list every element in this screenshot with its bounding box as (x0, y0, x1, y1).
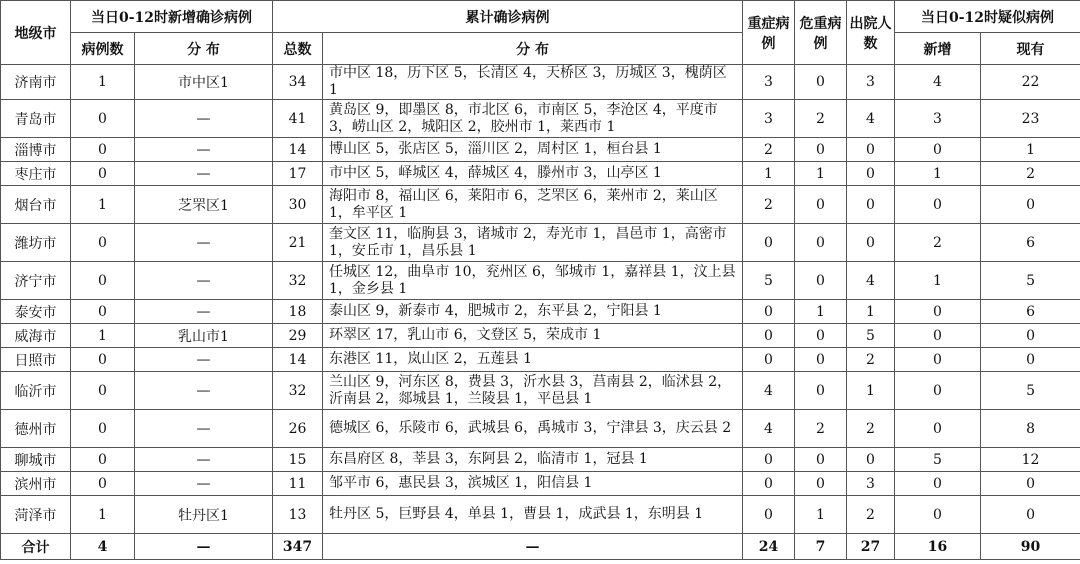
cell-severe: 4 (743, 410, 795, 448)
cell-severe: 0 (743, 324, 795, 348)
header-discharged: 出院人数 (847, 1, 895, 65)
table-row (1, 300, 1080, 324)
cell-critical: 2 (795, 410, 847, 448)
cell-city: 济宁市 (1, 262, 71, 300)
cell-dist: 德城区 6，乐陵市 6，武城县 6，禹城市 3，宁津县 3，庆云县 2 (323, 410, 743, 448)
cell-severe: 0 (743, 496, 795, 534)
table-row (1, 162, 1080, 186)
cell-susp-current: 8 (981, 410, 1080, 448)
cell-new-dist: 牡丹区1 (135, 496, 273, 534)
cell-new-count: 0 (71, 300, 135, 324)
cell-critical: 0 (795, 472, 847, 496)
cell-city: 淄博市 (1, 138, 71, 162)
cell-critical: 1 (795, 496, 847, 534)
cell-new-dist: — (135, 410, 273, 448)
cell-susp-current: 5 (981, 262, 1080, 300)
cell-susp-new: 0 (895, 138, 981, 162)
table-row (1, 138, 1080, 162)
header-severe: 重症病例 (743, 1, 795, 65)
cell-new-count: 1 (71, 65, 135, 100)
cell-critical: 0 (795, 324, 847, 348)
cell-city: 泰安市 (1, 300, 71, 324)
cell-discharged: 0 (847, 448, 895, 472)
cell-total: 11 (273, 472, 323, 496)
cell-new-count: 0 (71, 100, 135, 138)
cell-new-dist: — (135, 224, 273, 262)
cell-city: 潍坊市 (1, 224, 71, 262)
cell-new-dist: — (135, 348, 273, 372)
cell-new-count: 1 (71, 186, 135, 224)
cell-discharged: 4 (847, 100, 895, 138)
cell-discharged: 0 (847, 224, 895, 262)
cell-dist: 黄岛区 9，即墨区 8，市北区 6，市南区 5，李沧区 4，平度市 3，崂山区 2，城阳区 2，胶州市 1，莱西市 1 (323, 100, 743, 138)
header-susp-current: 现有 (981, 33, 1080, 65)
cell-discharged: 3 (847, 472, 895, 496)
cell-critical: 0 (795, 372, 847, 410)
cell-new-count: 1 (71, 324, 135, 348)
cell-total: 34 (273, 65, 323, 100)
cell-discharged: 1 (847, 372, 895, 410)
cell-total: 18 (273, 300, 323, 324)
header-city: 地级市 (1, 1, 71, 65)
cell-severe: 5 (743, 262, 795, 300)
cell-dist: 海阳市 8，福山区 6，莱阳市 6，芝罘区 6，莱州市 2，莱山区 1，牟平区 1 (323, 186, 743, 224)
table-row (1, 472, 1080, 496)
cell-critical: 0 (795, 262, 847, 300)
table-row (1, 324, 1080, 348)
cell-new-count: 0 (71, 448, 135, 472)
cell-new-dist: 市中区1 (135, 65, 273, 100)
cell-severe: 24 (743, 534, 795, 560)
cell-new-count: 1 (71, 496, 135, 534)
cell-new-dist: — (135, 162, 273, 186)
header-cum-group: 累计确诊病例 (273, 1, 743, 33)
cell-discharged: 1 (847, 300, 895, 324)
header-row-1 (1, 1, 1080, 33)
header-new-count: 病例数 (71, 33, 135, 65)
cell-new-count: 0 (71, 138, 135, 162)
header-new-group: 当日0-12时新增确诊病例 (71, 1, 273, 33)
total-row (1, 534, 1080, 560)
cell-new-dist: — (135, 138, 273, 162)
cell-severe: 0 (743, 300, 795, 324)
header-susp-new: 新增 (895, 33, 981, 65)
cell-city: 威海市 (1, 324, 71, 348)
cell-new-count: 0 (71, 262, 135, 300)
cell-susp-current: 0 (981, 324, 1080, 348)
cell-critical: 0 (795, 224, 847, 262)
cell-severe: 2 (743, 138, 795, 162)
cell-susp-new: 16 (895, 534, 981, 560)
cell-dist: 环翠区 17，乳山市 6，文登区 5，荣成市 1 (323, 324, 743, 348)
cell-susp-new: 2 (895, 224, 981, 262)
cell-critical: 0 (795, 138, 847, 162)
cell-city: 济南市 (1, 65, 71, 100)
cell-new-count: 0 (71, 162, 135, 186)
cell-total: 41 (273, 100, 323, 138)
cell-city: 菏泽市 (1, 496, 71, 534)
cell-susp-new: 0 (895, 186, 981, 224)
cell-dist: 泰山区 9，新泰市 4，肥城市 2，东平县 2，宁阳县 1 (323, 300, 743, 324)
cell-susp-current: 0 (981, 186, 1080, 224)
table-row (1, 262, 1080, 300)
cell-discharged: 0 (847, 162, 895, 186)
cell-new-count: 4 (71, 534, 135, 560)
cell-severe: 1 (743, 162, 795, 186)
cell-dist: 牡丹区 5，巨野县 4，单县 1，曹县 1，成武县 1，东明县 1 (323, 496, 743, 534)
cell-critical: 2 (795, 100, 847, 138)
cell-critical: 0 (795, 186, 847, 224)
cell-discharged: 2 (847, 410, 895, 448)
cell-new-dist: 乳山市1 (135, 324, 273, 348)
cell-susp-new: 0 (895, 410, 981, 448)
cell-discharged: 5 (847, 324, 895, 348)
cell-city: 合计 (1, 534, 71, 560)
cell-susp-current: 5 (981, 372, 1080, 410)
cell-dist: 市中区 18，历下区 5，长清区 4，天桥区 3，历城区 3，槐荫区 1 (323, 65, 743, 100)
cell-susp-current: 2 (981, 162, 1080, 186)
cell-critical: 0 (795, 65, 847, 100)
cell-susp-current: 0 (981, 472, 1080, 496)
cell-total: 15 (273, 448, 323, 472)
cell-total: 32 (273, 372, 323, 410)
cell-susp-new: 0 (895, 472, 981, 496)
cell-new-dist: — (135, 300, 273, 324)
cell-total: 21 (273, 224, 323, 262)
table-row (1, 372, 1080, 410)
cell-susp-current: 23 (981, 100, 1080, 138)
cell-total: 30 (273, 186, 323, 224)
table-row (1, 348, 1080, 372)
cell-city: 日照市 (1, 348, 71, 372)
cell-susp-current: 0 (981, 348, 1080, 372)
cell-critical: 0 (795, 348, 847, 372)
cell-severe: 4 (743, 372, 795, 410)
cell-susp-current: 6 (981, 300, 1080, 324)
cell-dist: 邹平市 6，惠民县 3，滨城区 1，阳信县 1 (323, 472, 743, 496)
cell-new-count: 0 (71, 472, 135, 496)
cell-susp-current: 90 (981, 534, 1080, 560)
cell-susp-new: 1 (895, 162, 981, 186)
cell-city: 滨州市 (1, 472, 71, 496)
cell-new-count: 0 (71, 224, 135, 262)
cell-discharged: 4 (847, 262, 895, 300)
table-row (1, 410, 1080, 448)
cell-new-dist: — (135, 100, 273, 138)
cell-new-dist: — (135, 372, 273, 410)
header-row-2 (1, 33, 1080, 65)
cell-critical: 7 (795, 534, 847, 560)
cell-total: 26 (273, 410, 323, 448)
header-new-dist: 分 布 (135, 33, 273, 65)
cell-new-count: 0 (71, 348, 135, 372)
cell-dist: 任城区 12，曲阜市 10，兖州区 6，邹城市 1，嘉祥县 1，汶上县 1，金乡县 1 (323, 262, 743, 300)
header-cum-dist: 分 布 (323, 33, 743, 65)
cell-dist: 东港区 11，岚山区 2，五莲县 1 (323, 348, 743, 372)
cell-critical: 0 (795, 448, 847, 472)
cell-susp-current: 0 (981, 496, 1080, 534)
cell-discharged: 2 (847, 496, 895, 534)
cell-new-dist: — (135, 448, 273, 472)
cell-susp-new: 0 (895, 348, 981, 372)
cell-dist: 博山区 5，张店区 5，淄川区 2，周村区 1，桓台县 1 (323, 138, 743, 162)
cell-new-dist: — (135, 534, 273, 560)
cell-susp-current: 6 (981, 224, 1080, 262)
cell-dist: — (323, 534, 743, 560)
cell-susp-current: 22 (981, 65, 1080, 100)
cell-dist: 奎文区 11，临朐县 3，诸城市 2，寿光市 1，昌邑市 1，高密市 1，安丘市 1，昌乐县 1 (323, 224, 743, 262)
cell-severe: 3 (743, 65, 795, 100)
cell-severe: 0 (743, 348, 795, 372)
cell-total: 29 (273, 324, 323, 348)
cell-dist: 东昌府区 8，莘县 3，东阿县 2，临清市 1，冠县 1 (323, 448, 743, 472)
header-critical: 危重病例 (795, 1, 847, 65)
cell-new-dist: — (135, 472, 273, 496)
cell-total: 13 (273, 496, 323, 534)
table-row (1, 100, 1080, 138)
header-susp-group: 当日0-12时疑似病例 (895, 1, 1080, 33)
cell-total: 32 (273, 262, 323, 300)
cell-discharged: 0 (847, 186, 895, 224)
cell-dist: 兰山区 9，河东区 8，费县 3，沂水县 3，莒南县 2，临沭县 2，沂南县 2，郯城县 1，兰陵县 1，平邑县 1 (323, 372, 743, 410)
cell-susp-new: 5 (895, 448, 981, 472)
cell-total: 347 (273, 534, 323, 560)
table-row (1, 224, 1080, 262)
cell-city: 临沂市 (1, 372, 71, 410)
cell-city: 烟台市 (1, 186, 71, 224)
cell-susp-new: 0 (895, 496, 981, 534)
cell-new-count: 0 (71, 410, 135, 448)
table-row (1, 65, 1080, 100)
cell-susp-new: 0 (895, 300, 981, 324)
table-row (1, 186, 1080, 224)
cell-critical: 1 (795, 300, 847, 324)
cell-city: 青岛市 (1, 100, 71, 138)
cell-severe: 0 (743, 224, 795, 262)
cell-severe: 0 (743, 472, 795, 496)
cell-discharged: 27 (847, 534, 895, 560)
cell-susp-new: 4 (895, 65, 981, 100)
cell-new-count: 0 (71, 372, 135, 410)
table-row (1, 496, 1080, 534)
cell-new-dist: — (135, 262, 273, 300)
cell-discharged: 0 (847, 138, 895, 162)
cell-susp-new: 1 (895, 262, 981, 300)
cell-susp-current: 12 (981, 448, 1080, 472)
cell-severe: 0 (743, 448, 795, 472)
cell-total: 17 (273, 162, 323, 186)
cell-total: 14 (273, 138, 323, 162)
cell-discharged: 2 (847, 348, 895, 372)
cell-city: 聊城市 (1, 448, 71, 472)
cell-susp-new: 0 (895, 372, 981, 410)
cell-new-dist: 芝罘区1 (135, 186, 273, 224)
cell-susp-new: 3 (895, 100, 981, 138)
cell-severe: 3 (743, 100, 795, 138)
cell-city: 枣庄市 (1, 162, 71, 186)
cell-city: 德州市 (1, 410, 71, 448)
cell-dist: 市中区 5，峄城区 4，薛城区 4，滕州市 3，山亭区 1 (323, 162, 743, 186)
table-body (1, 65, 1080, 560)
cell-discharged: 3 (847, 65, 895, 100)
cell-total: 14 (273, 348, 323, 372)
cell-susp-current: 1 (981, 138, 1080, 162)
cell-critical: 1 (795, 162, 847, 186)
cell-severe: 2 (743, 186, 795, 224)
header-cum-total: 总数 (273, 33, 323, 65)
cell-susp-new: 0 (895, 324, 981, 348)
table-row (1, 448, 1080, 472)
